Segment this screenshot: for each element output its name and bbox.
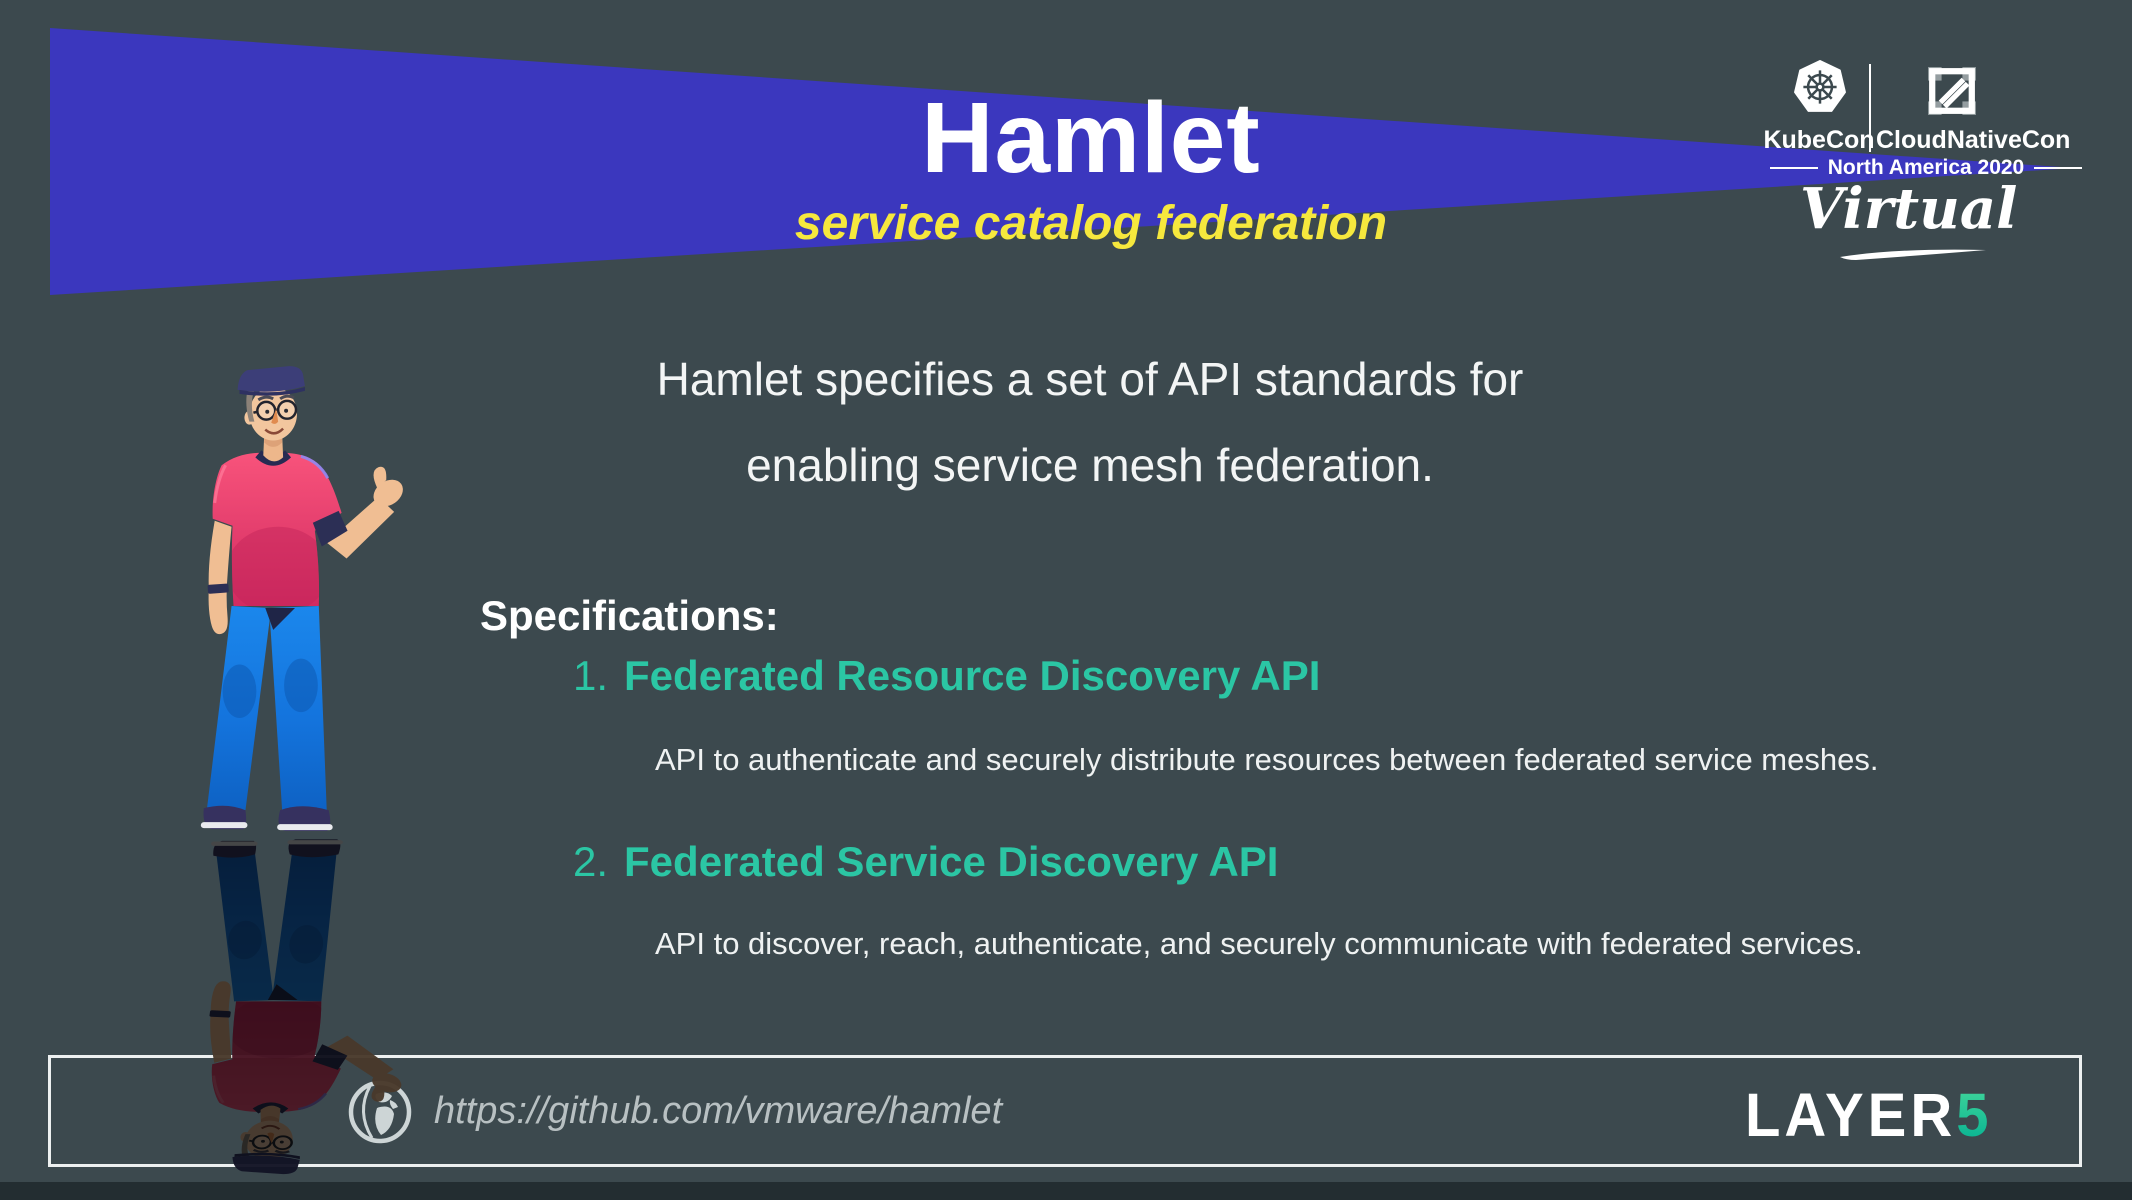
kubernetes-helm-icon [1793,60,1847,114]
cloudnativecon-icon [1927,66,1977,116]
kubecon-label: KubeCon [1763,126,1875,154]
page-title: Hamlet [921,82,1261,194]
intro-line-2: enabling service mesh federation. [746,439,1434,491]
spec-item-1-description: API to authenticate and securely distribute resources between federated service meshes. [655,742,1879,777]
presenter-reflection [176,820,421,1177]
url-link[interactable]: https://github.com/vmware/hamlet [434,1090,1003,1132]
presenter-illustration [182,362,410,858]
left-rule [1770,167,1818,169]
layer5-logo-text: LAYER [1745,1081,1957,1150]
intro-line-1: Hamlet specifies a set of API standards for [656,353,1524,405]
spec-item-1-title: Federated Resource Discovery API [624,652,1321,699]
spec-item-1-number: 1. [573,652,609,699]
event-format: Virtual [1800,176,2018,242]
bottom-strip [0,1182,2132,1200]
layer5-logo [1745,1080,1993,1150]
spec-item-2-number: 2. [573,838,609,885]
specifications-heading: Specifications: [480,592,779,639]
spec-item-2-description: API to discover, reach, authenticate, and securely communicate with federated services. [655,926,1863,961]
cloudnativecon-label: CloudNativeCon [1876,126,2071,154]
page-subtitle: service catalog federation [794,197,1388,250]
spec-item-2 [573,838,1278,886]
spec-item-2-title: Federated Service Discovery API [624,838,1279,885]
right-rule [2034,167,2082,169]
event-location: North America 2020 [1827,156,2025,179]
spec-item-1 [573,652,1320,700]
layer5-logo-number: 5 [1956,1081,1993,1150]
virtual-underline-swoosh [1836,246,1992,262]
